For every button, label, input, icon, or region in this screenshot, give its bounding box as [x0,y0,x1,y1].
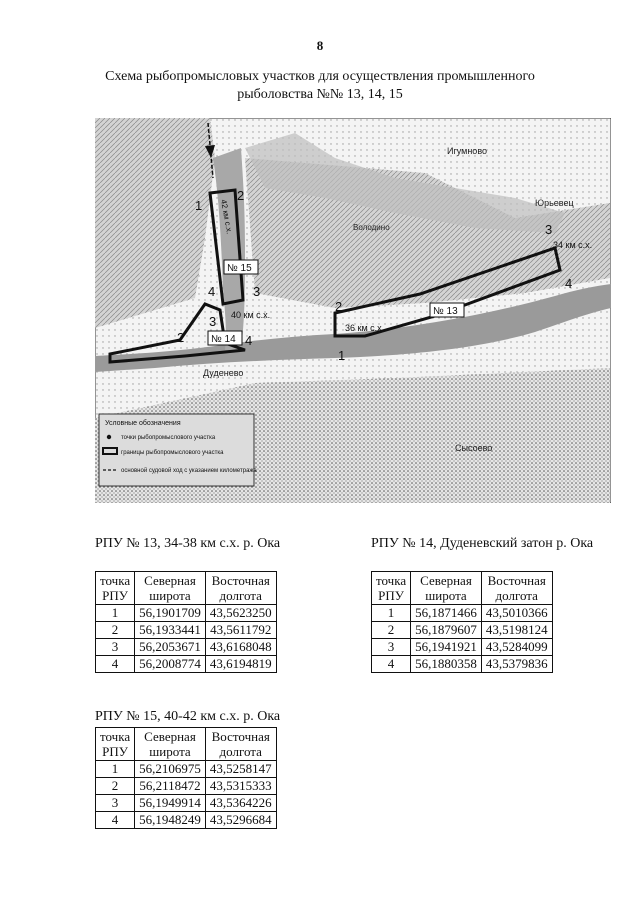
cell-point: 1 [96,605,135,622]
point-number: 2 [335,299,343,314]
table-row [372,605,553,622]
cell-north: 56,2008774 [135,656,206,673]
point-number: 2 [177,330,185,345]
cell-point: 4 [372,656,411,673]
title-line-1: Схема рыбопромысловых участков для осуществления промышленного [105,69,535,84]
cell-east: 43,5315333 [205,778,276,795]
table-row [96,656,277,673]
table-row [372,622,553,639]
cell-north: 56,2118472 [135,778,206,795]
cell-point: 2 [372,622,411,639]
plot-15-heading: РПУ № 15, 40-42 км с.х. р. Ока [95,709,281,724]
point-icon [107,435,111,439]
village-label: Сысоево [455,443,493,453]
point-number: 2 [237,188,245,203]
plot-13-heading: РПУ № 13, 34-38 км с.х. р. Ока [95,536,281,551]
point-number: 4 [245,333,253,348]
legend-item: основной судовой ход с указанием километража [121,468,257,474]
cell-east: 43,5379836 [481,656,552,673]
table-row [96,761,277,778]
km-marker-label: 42 км с.х. [219,198,234,235]
km-marker-label: 40 км с.х. [231,310,271,320]
point-number: 1 [195,198,203,213]
cell-north: 56,2106975 [135,761,206,778]
table-row [96,605,277,622]
point-number: 4 [208,284,216,299]
header-east: Восточная долгота [205,728,276,761]
plot-15-coordinates-table [95,727,277,829]
title-line-2: рыболовства №№ 13, 14, 15 [237,87,403,102]
plot-14-coordinates-table [371,571,553,673]
point-number: 3 [209,314,217,329]
cell-point: 1 [372,605,411,622]
cell-east: 43,5258147 [205,761,276,778]
cell-north: 56,1933441 [135,622,206,639]
cell-north: 56,1948249 [135,812,206,829]
cell-east: 43,5296684 [205,812,276,829]
table-header-row [96,728,277,761]
document-title [80,68,560,104]
cell-east: 43,5010366 [481,605,552,622]
cell-point: 4 [96,812,135,829]
legend-item: точки рыбопромыслового участка [121,435,216,441]
village-label: Юрьевец [535,198,574,208]
header-north: Северная широта [135,728,206,761]
header-point: точка РПУ [96,572,135,605]
table-row [372,656,553,673]
plot-14-label: № 14 [211,334,236,345]
point-number: 1 [338,348,346,363]
header-east: Восточная долгота [205,572,276,605]
table-row [96,639,277,656]
page-number: 8 [316,38,324,53]
header-point: точка РПУ [372,572,411,605]
cell-east: 43,5364226 [205,795,276,812]
legend-title: Условные обозначения [105,420,181,427]
cell-east: 43,6168048 [205,639,276,656]
village-label: Игумново [447,146,487,156]
fishing-plots-map [95,118,611,503]
cell-north: 56,1871466 [411,605,482,622]
table-header-row [372,572,553,605]
point-number: 3 [253,284,261,299]
plot-13-label: № 13 [433,306,458,317]
cell-north: 56,1941921 [411,639,482,656]
cell-north: 56,1879607 [411,622,482,639]
cell-point: 1 [96,761,135,778]
table-row [96,812,277,829]
table-row [372,639,553,656]
cell-east: 43,5623250 [205,605,276,622]
table-header-row [96,572,277,605]
point-number: 4 [565,276,573,291]
plot-13-coordinates-table [95,571,277,673]
cell-north: 56,1880358 [411,656,482,673]
km-marker-label: 36 км с.х. [345,323,385,333]
cell-point: 2 [96,622,135,639]
cell-point: 3 [96,639,135,656]
cell-point: 2 [96,778,135,795]
header-east: Восточная долгота [481,572,552,605]
cell-east: 43,5198124 [481,622,552,639]
cell-point: 4 [96,656,135,673]
cell-north: 56,2053671 [135,639,206,656]
cell-east: 43,6194819 [205,656,276,673]
legend-item: границы рыбопромыслового участка [121,450,224,456]
header-north: Северная широта [135,572,206,605]
table-row [96,622,277,639]
map-legend [99,414,257,486]
village-label: Володино [353,223,390,232]
header-point: точка РПУ [96,728,135,761]
km-marker-label: 34 км с.х. [553,240,593,250]
point-number: 3 [545,222,553,237]
cell-point: 3 [96,795,135,812]
village-label: Дуденево [203,368,244,378]
cell-north: 56,1949914 [135,795,206,812]
table-row [96,795,277,812]
plot-15-label: № 15 [227,263,252,274]
cell-east: 43,5284099 [481,639,552,656]
table-row [96,778,277,795]
cell-north: 56,1901709 [135,605,206,622]
cell-east: 43,5611792 [205,622,276,639]
plot-14-heading: РПУ № 14, Дуденевский затон р. Ока [371,536,594,551]
cell-point: 3 [372,639,411,656]
header-north: Северная широта [411,572,482,605]
